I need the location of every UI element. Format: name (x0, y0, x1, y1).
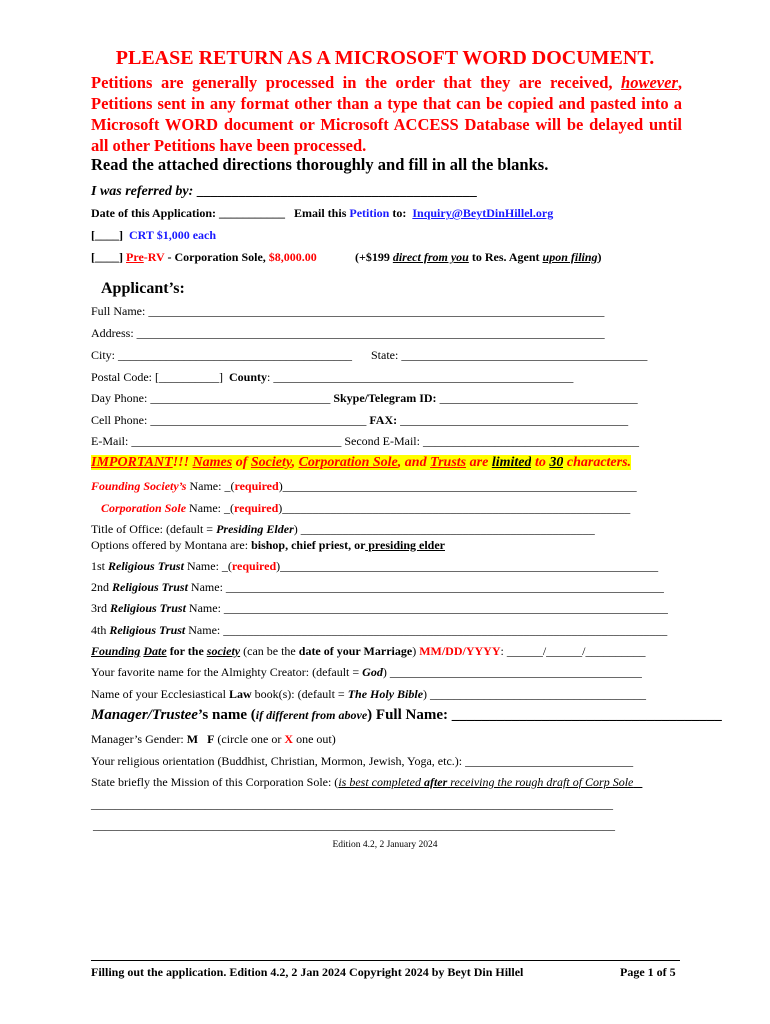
founding-date-field[interactable]: : ______/______/__________ (500, 644, 646, 658)
email-instruction: Email this (294, 206, 350, 220)
email-petition-word: Petition (349, 206, 390, 220)
important-and: , and (397, 455, 431, 470)
important-of: of (232, 455, 251, 470)
state-field[interactable]: State: _________________________________________ (371, 348, 648, 362)
notice-part-2: , Petitions sent in any format other than a type that can be copied and pasted into a Microsoft WORD document or Microsoft ACCESS Database will be delayed until all other Petitions have been processed. (91, 73, 682, 155)
manager-gender-row (91, 732, 336, 747)
trust-2-field[interactable]: Name: _________________________________________________________________________ (187, 580, 664, 594)
trust-1-number: 1st (91, 559, 109, 573)
day-phone-field[interactable]: Day Phone: ______________________________ (91, 391, 331, 405)
format-notice (91, 72, 682, 156)
mission-hint-2: receiving the rough draft of Corp Sole (447, 775, 634, 789)
important-are: are (466, 455, 492, 470)
manager-name-row (91, 707, 722, 724)
important-word: IMPORTANT (91, 455, 173, 470)
founding-society-name-label: Name: _( (186, 479, 235, 493)
mission-row (91, 775, 642, 790)
manager-label: Manager/Trustee (91, 707, 198, 723)
trust-3-label: Religious Trust (110, 601, 186, 615)
important-characters: characters (563, 455, 628, 470)
prerv-price: $8,000.00 (268, 250, 317, 264)
religious-orientation-field[interactable]: Your religious orientation (Buddhist, Christian, Mormon, Jewish, Yoga, etc.): ____________________________ (91, 754, 634, 768)
founding-society-row (91, 479, 637, 494)
important-society: Society (250, 455, 292, 470)
creator-default: God (362, 665, 383, 679)
manager-name-label: ’s name ( (197, 707, 256, 723)
postal-county-row (91, 370, 573, 385)
options-values: bishop, chief priest, or (251, 538, 366, 552)
mission-hint-after: after (423, 775, 448, 789)
footer-divider (91, 960, 680, 961)
skype-label: Skype/Telegram ID: (333, 391, 437, 405)
email-field[interactable]: E-Mail: ___________________________________ (91, 434, 342, 448)
options-presiding-elder: presiding elder (365, 538, 445, 552)
manager-full-name-field[interactable]: ) Full Name: ____________________________________ (367, 707, 722, 723)
for-the-word: for the (166, 644, 207, 658)
referral-row (91, 184, 477, 200)
mission-label: State briefly the Mission of this Corporation Sole: ( (91, 775, 339, 789)
trust-4-row (91, 623, 667, 638)
fax-field[interactable]: ______________________________________ (397, 413, 629, 427)
important-trusts: Trusts (430, 455, 467, 470)
fax-label: FAX: (369, 413, 398, 427)
law-books-field[interactable]: ) ____________________________________ (423, 687, 647, 701)
address-field[interactable]: Address: ______________________________________________________________________________ (91, 326, 605, 340)
important-period: . (627, 455, 632, 470)
founding-word: Founding (91, 644, 141, 658)
prerv-agent-fee (355, 250, 602, 265)
application-date-field[interactable]: Date of this Application: ___________ (91, 206, 286, 220)
postal-code-field[interactable]: Postal Code: [__________] (91, 370, 223, 384)
trust-3-number: 3rd (91, 601, 110, 615)
trust-2-number: 2nd (91, 580, 112, 594)
county-field[interactable]: : __________________________________________________ (267, 370, 574, 384)
email-to-word: to: (389, 206, 407, 220)
law-books-default: The Holy Bible (347, 687, 424, 701)
required-label: required (234, 501, 279, 515)
marriage-date-hint: date of your Marriage (298, 644, 413, 658)
applicant-heading: Applicant’s: (101, 280, 185, 297)
trust-2-row (91, 580, 664, 595)
important-limited: limited (491, 455, 532, 470)
law-books-label: Name of your Ecclesiastical (91, 687, 229, 701)
date-format-label: MM/DD/YYYY (419, 644, 501, 658)
trust-3-field[interactable]: Name: __________________________________________________________________________ (185, 601, 668, 615)
city-field[interactable]: City: _______________________________________ (91, 348, 353, 362)
email-address-link[interactable]: Inquiry@BeytDinHillel.org (412, 206, 554, 220)
referral-label: I was referred by: (91, 184, 194, 199)
trust-3-row (91, 601, 668, 616)
options-label: Options offered by Montana are: (91, 538, 252, 552)
referral-blank[interactable]: ________________________________________ (196, 184, 477, 199)
prerv-fee-price: (+$199 (355, 250, 393, 264)
title-default: Presiding Elder (216, 522, 294, 536)
mission-hint-tail (633, 775, 642, 789)
second-email-field[interactable]: Second E-Mail: ____________________________________ (344, 434, 639, 448)
title-options-row (91, 538, 445, 553)
founding-society-field[interactable]: )___________________________________________________________ (278, 479, 637, 493)
date-word: Date (143, 644, 167, 658)
prerv-fee-direct: direct from you (392, 250, 469, 264)
title-of-office-label: Title of Office: (default = (91, 522, 217, 536)
important-corp-sole: Corporation Sole (298, 455, 398, 470)
founding-society-label: Founding Society’s (91, 479, 187, 493)
corp-sole-label: Corporation Sole (101, 501, 187, 515)
gender-f-option[interactable]: F (207, 732, 215, 746)
email-row (91, 434, 639, 449)
application-date-row (91, 206, 553, 221)
important-thirty: 30 (549, 455, 564, 470)
mission-hint-1: is best completed (338, 775, 424, 789)
trust-1-row (91, 559, 658, 574)
corp-sole-name-label: Name: _( (186, 501, 235, 515)
notice-part-1: Petitions are generally processed in the order that they are received, (91, 73, 622, 92)
prerv-option-row (91, 250, 317, 265)
prerv-rv: -RV (143, 250, 165, 264)
full-name-field[interactable]: Full Name: ____________________________________________________________________________ (91, 304, 605, 318)
trust-4-label: Religious Trust (109, 623, 186, 637)
day-phone-row (91, 391, 638, 406)
law-word: Law (228, 687, 252, 701)
mission-line-1[interactable]: _______________________________________________________________________________________ (91, 797, 613, 811)
gender-hint: (circle one or (214, 732, 285, 746)
prerv-corp-sole: - Corporation Sole, (164, 250, 269, 264)
trust-1-name-label: Name: _( (183, 559, 232, 573)
cell-phone-row (91, 413, 628, 428)
edition-label: Edition 4.2, 2 January 2024 (332, 840, 438, 850)
prerv-fee-close: ) (597, 250, 602, 264)
trust-1-label: Religious Trust (108, 559, 184, 573)
founding-date-row (91, 644, 646, 659)
crt-option-label: CRT $1,000 each (129, 228, 217, 242)
trust-4-field[interactable]: Name: __________________________________________________________________________ (185, 623, 668, 637)
corp-sole-row (101, 501, 630, 516)
prerv-fee-upon: upon filing (542, 250, 598, 264)
page-number: Page 1 of 5 (620, 965, 676, 979)
prerv-pre: Pre (126, 250, 144, 264)
corp-sole-field[interactable]: )__________________________________________________________ (278, 501, 631, 515)
important-exclaim: !!! (172, 455, 193, 470)
hint-close: ) (412, 644, 420, 658)
required-label: required (234, 479, 279, 493)
important-comma: , (291, 455, 299, 470)
law-books-default-label: book(s): (default = (251, 687, 348, 701)
skype-field[interactable]: _________________________________ (436, 391, 638, 405)
title-of-office-field[interactable]: ) _________________________________________________ (293, 522, 595, 536)
prerv-fee-to: to Res. Agent (468, 250, 543, 264)
crt-checkbox[interactable]: [____] (91, 228, 123, 242)
mission-line-2[interactable]: _______________________________________________________________________________________ (93, 818, 615, 832)
trust-2-label: Religious Trust (112, 580, 188, 594)
important-notice (91, 455, 631, 471)
prerv-checkbox[interactable]: [____] (91, 250, 123, 264)
important-to: to (531, 455, 550, 470)
cell-phone-field[interactable]: Cell Phone: ____________________________________ (91, 413, 367, 427)
creator-row (91, 665, 642, 680)
creator-label: Your favorite name for the Almighty Creator: (default = (91, 665, 363, 679)
founding-date-hint: (can be the (240, 644, 299, 658)
notice-however: however (621, 73, 678, 92)
important-names: Names (192, 455, 233, 470)
creator-field[interactable]: ) __________________________________________ (382, 665, 642, 679)
footer-text: Filling out the application. Edition 4.2, 2 Jan 2024 Copyright 2024 by Beyt Din Hillel (91, 965, 524, 979)
gender-m-option[interactable]: M (186, 732, 199, 746)
manager-if-different: if different from above (255, 708, 368, 722)
page-title: PLEASE RETURN AS A MICROSOFT WORD DOCUMENT. (115, 47, 655, 69)
law-books-row (91, 687, 646, 702)
crt-option-row (91, 228, 216, 243)
gender-hint-end: one out) (293, 732, 336, 746)
society-word: society (206, 644, 241, 658)
county-label: County (229, 370, 268, 384)
required-label: required (231, 559, 277, 573)
trust-4-number: 4th (91, 623, 110, 637)
gender-x-mark: X (284, 732, 294, 746)
instruction-text: Read the attached directions thoroughly and fill in all the blanks. (91, 155, 549, 174)
trust-1-field[interactable]: )_______________________________________________________________ (276, 559, 659, 573)
manager-gender-label: Manager’s Gender: (91, 732, 187, 746)
title-of-office-row (91, 522, 595, 537)
